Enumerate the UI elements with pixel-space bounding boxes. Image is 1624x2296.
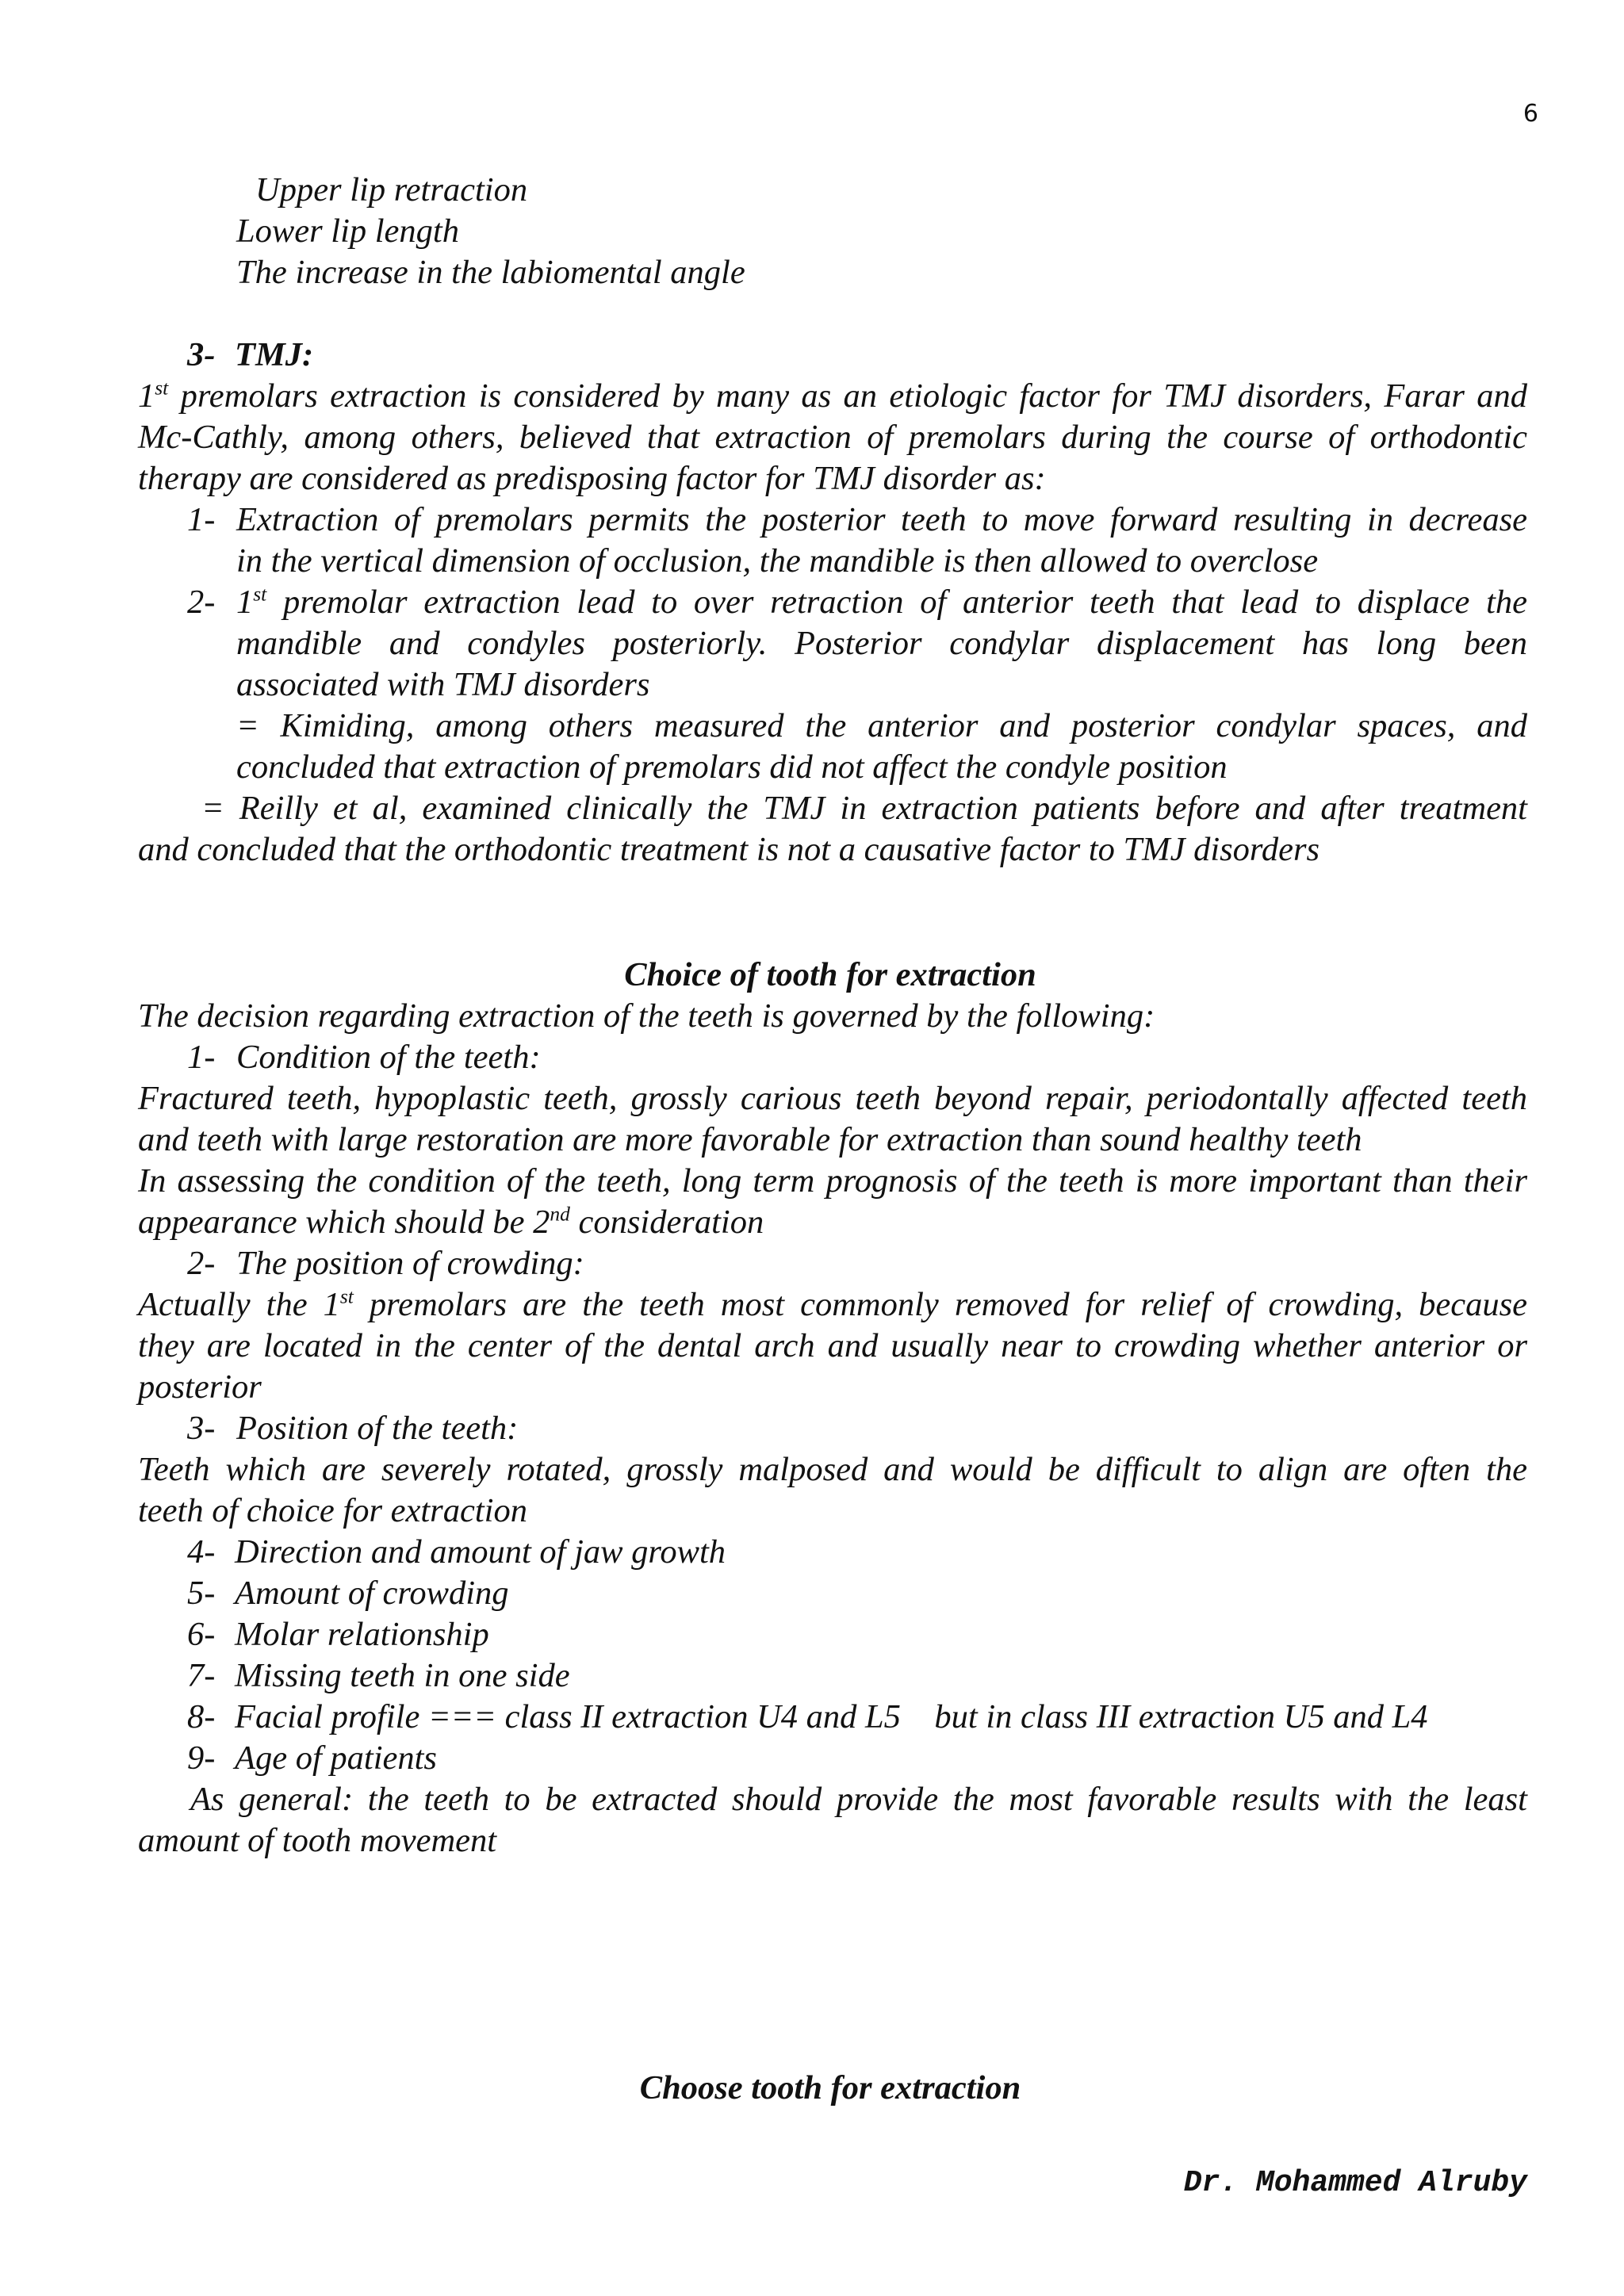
general-line: As general: the teeth to be extracted should provide the most favorable results with the least bbox=[190, 1781, 1527, 1818]
choice-text-line: Fractured teeth, hypoplastic teeth, grossly carious teeth beyond repair, periodontally affected teeth bbox=[138, 1080, 1527, 1117]
choice-item-number: 3- bbox=[187, 1410, 216, 1447]
tmj-item-line: mandible and condyles posteriorly. Posterior condylar displacement has long been bbox=[236, 625, 1527, 662]
tmj-intro-line: Mc-Cathly, among others, believed that extraction of premolars during the course of orthodontic bbox=[138, 419, 1527, 456]
lip-list-item: Lower lip length bbox=[236, 212, 459, 250]
choice-intro: The decision regarding extraction of the teeth is governed by the following: bbox=[138, 997, 1155, 1035]
lip-list-item: The increase in the labiomental angle bbox=[236, 254, 745, 291]
choice-text-line: In assessing the condition of the teeth, long term prognosis of the teeth is more important than their bbox=[138, 1162, 1527, 1200]
choice-item-number: 1- bbox=[187, 1039, 216, 1076]
kimiding-line: = Kimiding, among others measured the anterior and posterior condylar spaces, and bbox=[236, 707, 1527, 744]
choice-list-item: 6- Molar relationship bbox=[187, 1616, 489, 1653]
choice-list-item: 7- Missing teeth in one side bbox=[187, 1657, 570, 1694]
tmj-item-line: associated with TMJ disorders bbox=[236, 666, 650, 703]
choice-list-item: 4- Direction and amount of jaw growth bbox=[187, 1533, 726, 1571]
choice-text-line: Teeth which are severely rotated, grossly malposed and would be difficult to align are often the bbox=[138, 1451, 1527, 1488]
kimiding-line: concluded that extraction of premolars did not affect the condyle position bbox=[236, 748, 1228, 786]
tmj-item-line: Extraction of premolars permits the posterior teeth to move forward resulting in decrease bbox=[236, 501, 1527, 538]
choice-item-label: The position of crowding: bbox=[236, 1245, 584, 1282]
choice-item-label: Position of the teeth: bbox=[236, 1410, 519, 1447]
tmj-intro-line: therapy are considered as predisposing factor for TMJ disorder as: bbox=[138, 460, 1046, 497]
tmj-item-number: 1- bbox=[187, 501, 216, 538]
section-title: Choice of tooth for extraction bbox=[624, 956, 1036, 993]
tmj-heading-number: 3- bbox=[187, 336, 216, 373]
choice-list-item: 5- Amount of crowding bbox=[187, 1575, 509, 1612]
choice-text-line: and teeth with large restoration are more favorable for extraction than sound healthy teeth bbox=[138, 1121, 1362, 1158]
tmj-heading-text: TMJ: bbox=[235, 336, 314, 373]
general-line: amount of tooth movement bbox=[138, 1822, 497, 1859]
tmj-item-number: 2- bbox=[187, 584, 216, 621]
choice-text-line: they are located in the center of the dental arch and usually near to crowding whether anterior or bbox=[138, 1327, 1527, 1364]
choice-list-item: 9- Age of patients bbox=[187, 1739, 437, 1777]
choice-text-line: appearance which should be 2nd consideration bbox=[138, 1202, 764, 1241]
choice-item-number: 2- bbox=[187, 1245, 216, 1282]
choice-text-line: posterior bbox=[138, 1368, 262, 1406]
tmj-heading bbox=[187, 335, 313, 376]
lip-list-item: Upper lip retraction bbox=[255, 171, 528, 209]
choice-item-label: Condition of the teeth: bbox=[236, 1039, 541, 1076]
reilly-line: = Reilly et al, examined clinically the TMJ in extraction patients before and after treatment bbox=[201, 790, 1527, 827]
choice-text-line: teeth of choice for extraction bbox=[138, 1492, 527, 1529]
page-number: 6 bbox=[1522, 100, 1538, 128]
tmj-intro-line: 1st premolars extraction is considered by many as an etiologic factor for TMJ disorders, Farar and bbox=[138, 376, 1527, 415]
choice-list-item: 8- Facial profile === class II extraction U4 and L5 but in class III extraction U5 and L4 bbox=[187, 1698, 1428, 1735]
choice-text-line: Actually the 1st premolars are the teeth most commonly removed for relief of crowding, because bbox=[138, 1284, 1527, 1323]
tmj-item-line: in the vertical dimension of occlusion, the mandible is then allowed to overclose bbox=[236, 542, 1319, 580]
bottom-title: Choose tooth for extraction bbox=[639, 2069, 1021, 2107]
author-footer: Dr. Mohammed Alruby bbox=[1183, 2166, 1527, 2200]
tmj-item-line: 1st premolar extraction lead to over retraction of anterior teeth that lead to displace the bbox=[236, 582, 1527, 621]
reilly-line: and concluded that the orthodontic treatment is not a causative factor to TMJ disorders bbox=[138, 831, 1320, 868]
